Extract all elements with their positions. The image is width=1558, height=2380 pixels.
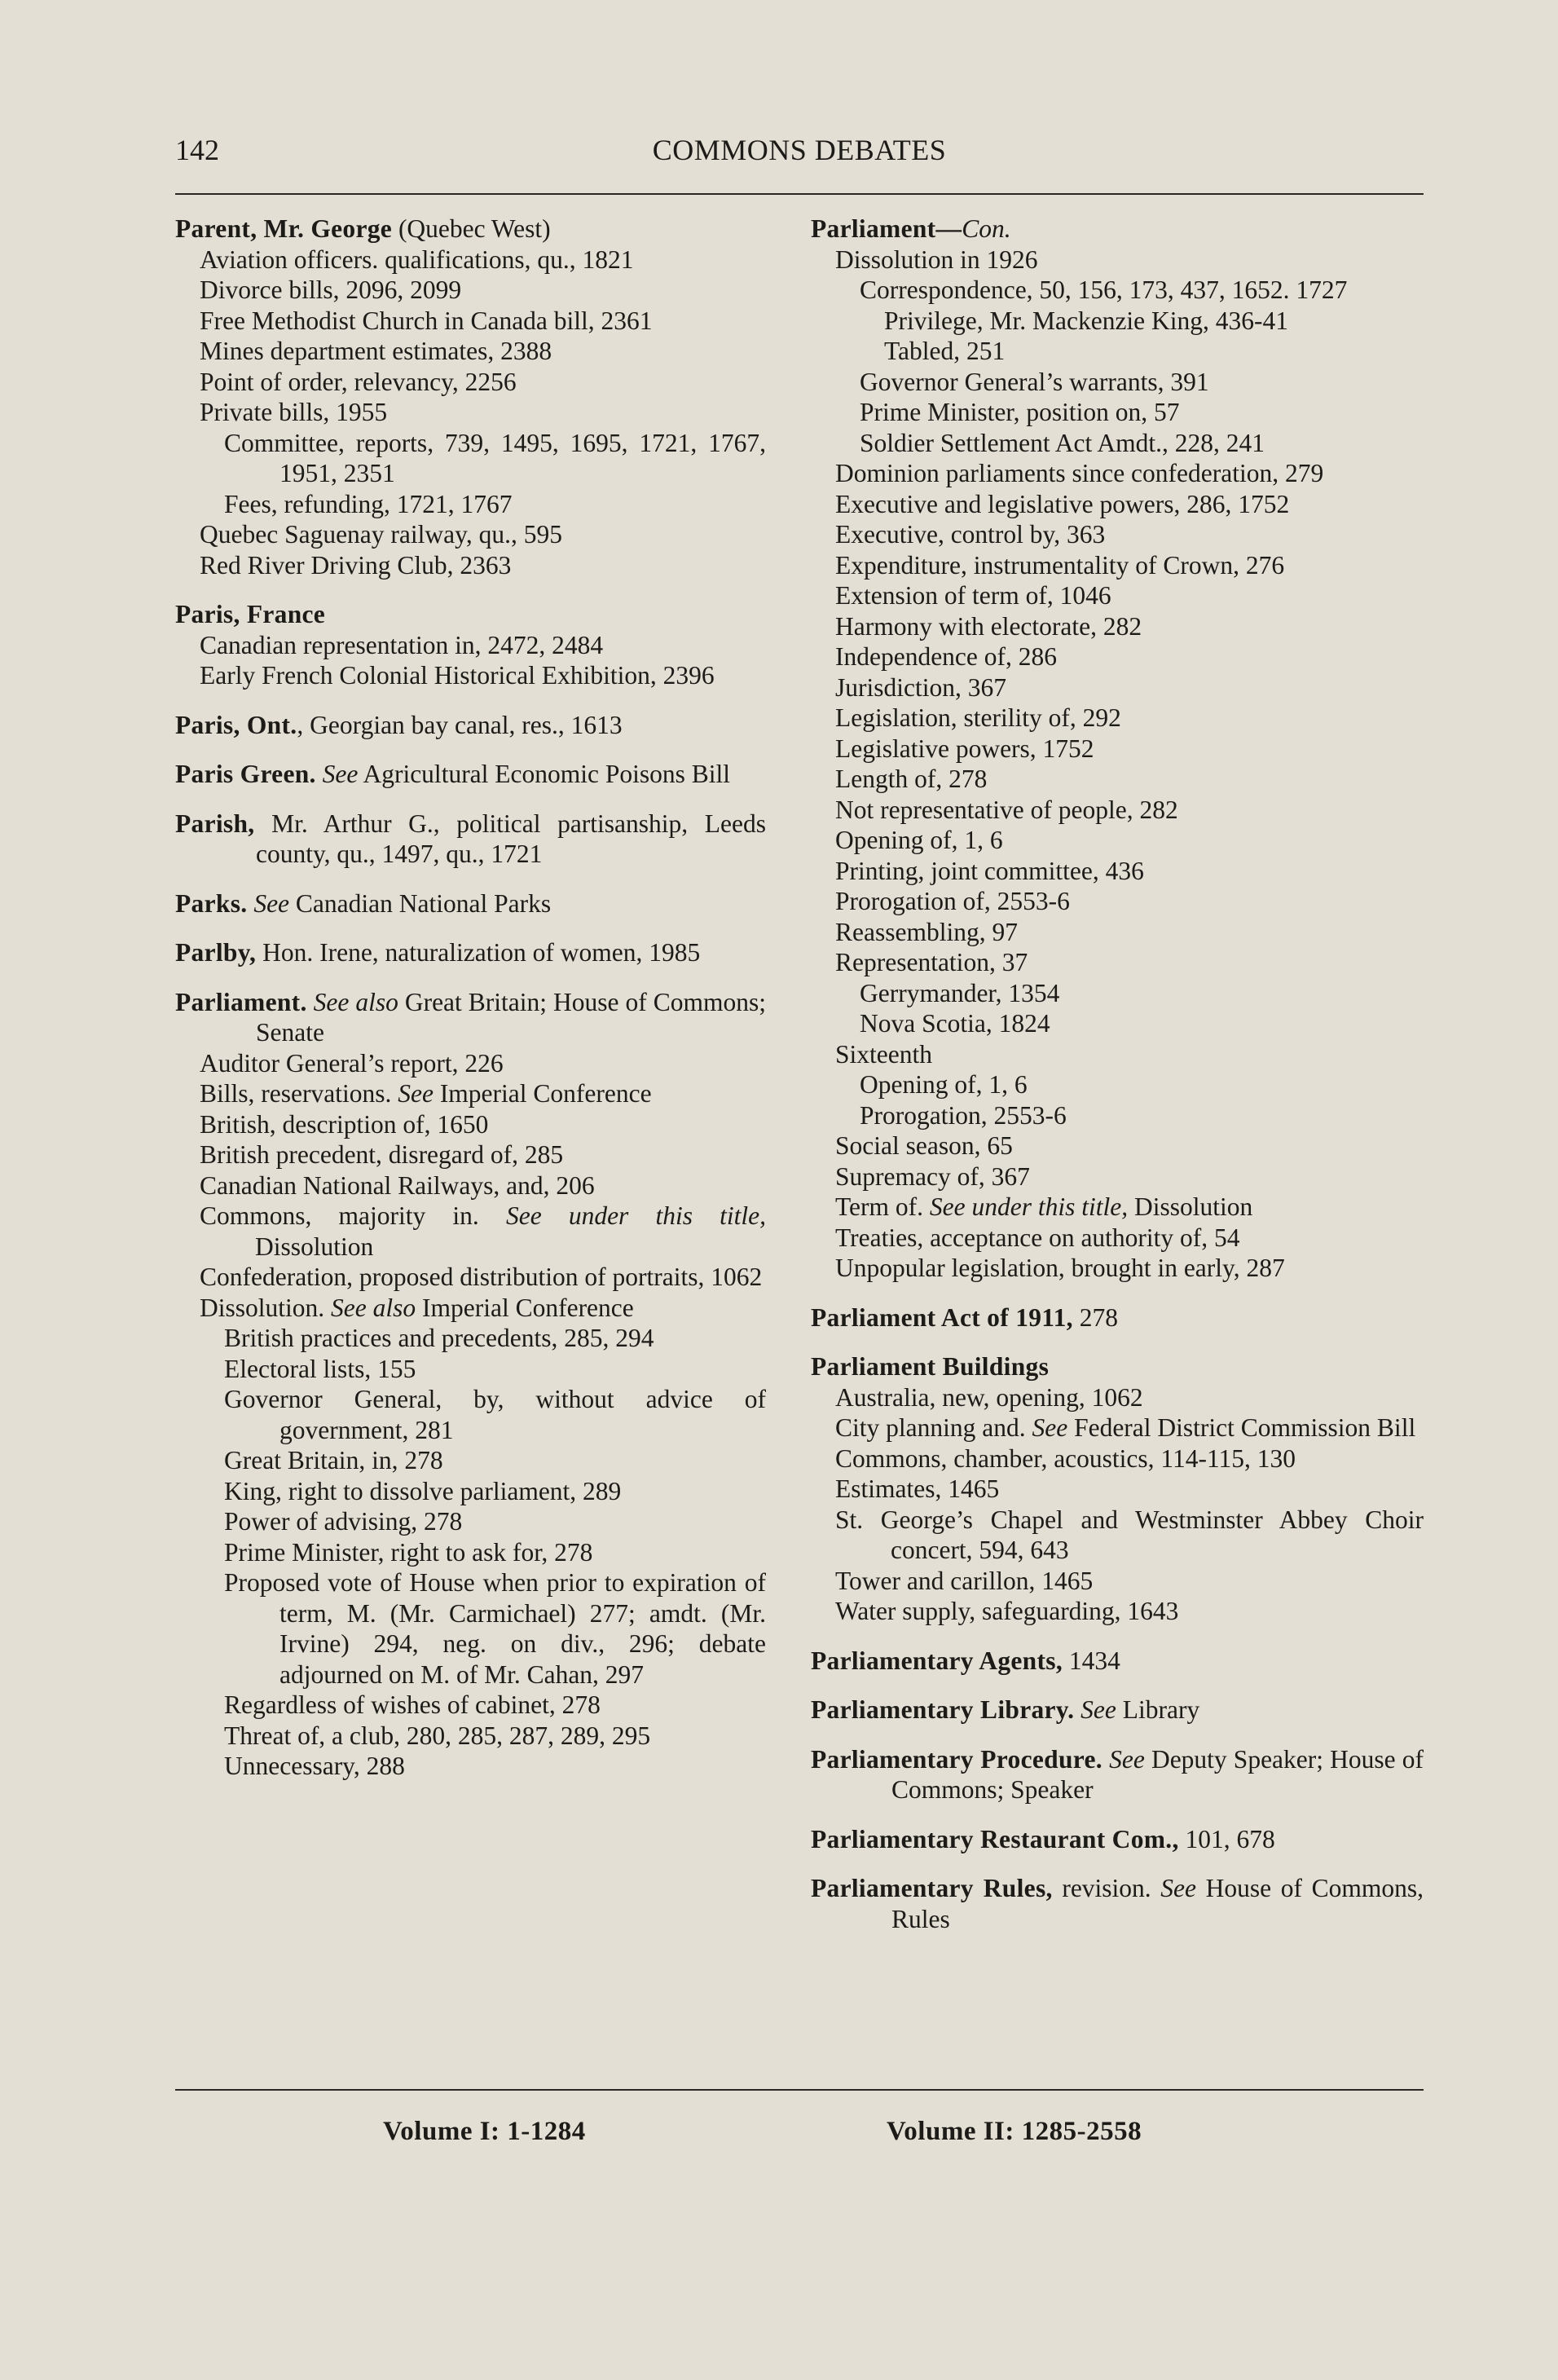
- entry-head-line: [175, 987, 766, 1048]
- page-number: 142: [175, 134, 219, 166]
- index-entry: [175, 809, 766, 870]
- entry-head-text: , Georgian bay canal, res., 1613: [297, 710, 623, 739]
- subentry: [175, 1139, 766, 1170]
- index-entry: [175, 759, 766, 790]
- subentry-text: Point of order, relevancy, 2256: [200, 367, 517, 396]
- subentry: [175, 1201, 766, 1262]
- subentry: [175, 1078, 766, 1109]
- subentry: [811, 397, 1424, 428]
- subentry: [811, 367, 1424, 398]
- subentry: [175, 550, 766, 581]
- entry-head-text: (Quebec West): [392, 214, 551, 243]
- subentry: [811, 1566, 1424, 1597]
- entry-head-line: [175, 710, 766, 741]
- subentry-text: Gerrymander, 1354: [860, 978, 1060, 1007]
- subentry-text: Dissolution in 1926: [835, 245, 1038, 274]
- subentry-text: Independence of, 286: [835, 642, 1058, 671]
- entry-head-text: Library: [1116, 1695, 1200, 1724]
- entry-heading: Parliament—: [811, 214, 962, 243]
- subentry-text: Harmony with electorate, 282: [835, 611, 1142, 641]
- subentry-text: Prorogation of, 2553-6: [835, 887, 1070, 915]
- subentry-text: Unpopular legislation, brought in early, 287: [835, 1254, 1285, 1282]
- index-entry: [811, 1824, 1424, 1855]
- subentry-text: Social season, 65: [835, 1131, 1013, 1160]
- subentry: [175, 1384, 766, 1445]
- entry-heading: Parliamentary Agents,: [811, 1646, 1063, 1675]
- entry-heading: Parks.: [175, 888, 248, 918]
- subentry-text: Committee, reports, 739, 1495, 1695, 1721, 1767, 1951, 2351: [224, 428, 766, 487]
- subentry: [175, 245, 766, 275]
- subentry: [175, 1721, 766, 1752]
- subentry: [175, 1751, 766, 1782]
- footer-volume-1: Volume I: 1-1284: [383, 2117, 586, 2146]
- subentry-text: Privilege, Mr. Mackenzie King, 436-41: [884, 306, 1289, 335]
- entry-head-text: 278: [1072, 1302, 1118, 1332]
- subentry: [811, 611, 1424, 642]
- subentry: [175, 1506, 766, 1537]
- subentry: [175, 306, 766, 337]
- subentry: [811, 1382, 1424, 1413]
- subentry: [175, 1262, 766, 1293]
- entry-head-line: [811, 1351, 1424, 1382]
- entry-head-line: [811, 1646, 1424, 1677]
- index-entry: [175, 599, 766, 691]
- subentry: [811, 856, 1424, 887]
- see-reference: See under this title,: [478, 1201, 766, 1230]
- subentry: [175, 1567, 766, 1690]
- subentry: [811, 489, 1424, 520]
- subentry-text: Quebec Saguenay railway, qu., 595: [200, 520, 562, 549]
- subentry-rest: Imperial Conference: [433, 1079, 652, 1108]
- subentry-text: King, right to dissolve parliament, 289: [224, 1476, 622, 1505]
- subentry: [811, 1192, 1424, 1223]
- entry-heading: Parish,: [175, 809, 255, 838]
- entry-head-line: [175, 214, 766, 245]
- subentry-text: Governor General, by, without advice of government, 281: [224, 1385, 766, 1444]
- see-reference: See: [1025, 1413, 1068, 1442]
- index-entry: [811, 1873, 1424, 1934]
- entry-head-text: 101, 678: [1178, 1824, 1275, 1853]
- subentry-text: Jurisdiction, 367: [835, 672, 1006, 702]
- subentry-text: Auditor General’s report, 226: [200, 1048, 504, 1078]
- subentry: [811, 672, 1424, 703]
- index-entry: [811, 1302, 1424, 1333]
- subentry: [811, 1039, 1424, 1070]
- subentry-rest: Dissolution: [255, 1232, 374, 1261]
- index-entry: [175, 987, 766, 1782]
- subentry-text: British practices and precedents, 285, 294: [224, 1324, 654, 1352]
- index-entry: [811, 1744, 1424, 1805]
- page-header: [175, 133, 1424, 172]
- entry-heading: Parlby,: [175, 938, 257, 967]
- subentry: [175, 1690, 766, 1721]
- subentry-text: Prorogation, 2553-6: [860, 1100, 1067, 1130]
- subentry: [811, 1008, 1424, 1039]
- subentry-text: Executive and legislative powers, 286, 1752: [835, 489, 1290, 518]
- subentry-text: Great Britain, in, 278: [224, 1446, 443, 1474]
- subentry-text: City planning and.: [835, 1413, 1026, 1442]
- subentry: [811, 1100, 1424, 1131]
- see-reference: See under this title,: [923, 1192, 1129, 1221]
- subentry: [175, 1537, 766, 1568]
- entry-head-line: [175, 937, 766, 968]
- index-entry: [811, 214, 1424, 1284]
- subentry-text: Bills, reservations.: [200, 1079, 392, 1108]
- subentry-text: British precedent, disregard of, 285: [200, 1140, 564, 1169]
- subentry-text: Divorce bills, 2096, 2099: [200, 275, 462, 304]
- entry-head-text: Hon. Irene, naturalization of women, 1985: [256, 938, 701, 967]
- subentry: [175, 367, 766, 398]
- entry-heading: Parliamentary Rules,: [811, 1874, 1053, 1902]
- subentry: [811, 641, 1424, 672]
- entry-head-text: Great Britain; House of Commons; Senate: [256, 987, 766, 1047]
- subentry-text: Length of, 278: [835, 765, 988, 793]
- subentry: [811, 978, 1424, 1009]
- subentry-text: Tower and carillon, 1465: [835, 1566, 1094, 1595]
- subentry: [811, 1474, 1424, 1505]
- see-reference: See: [1151, 1874, 1197, 1902]
- entry-head-text: Agricultural Economic Poisons Bill: [358, 760, 731, 788]
- entry-head-line: [811, 214, 1424, 245]
- subentry-text: Legislative powers, 1752: [835, 734, 1094, 763]
- subentry-text: Legislation, sterility of, 292: [835, 703, 1121, 732]
- index-entry: [175, 888, 766, 919]
- index-column-right: [811, 214, 1424, 1934]
- entry-heading: Parliamentary Library.: [811, 1695, 1075, 1724]
- entry-head-line: [811, 1302, 1424, 1333]
- subentry-text: Opening of, 1, 6: [835, 826, 1003, 854]
- see-reference: See: [247, 888, 290, 918]
- subentry: [175, 336, 766, 367]
- subentry-text: Estimates, 1465: [835, 1474, 1000, 1503]
- subentry-text: Australia, new, opening, 1062: [835, 1382, 1143, 1412]
- subentry: [175, 519, 766, 550]
- subentry: [811, 336, 1424, 367]
- index-entry: [175, 937, 766, 968]
- subentry: [811, 1505, 1424, 1566]
- subentry-text: Term of.: [835, 1192, 924, 1221]
- subentry-text: Canadian representation in, 2472, 2484: [200, 630, 604, 659]
- subentry-text: Supremacy of, 367: [835, 1161, 1030, 1191]
- index-column-left: [175, 214, 766, 1782]
- subentry-text: Threat of, a club, 280, 285, 287, 289, 295: [224, 1721, 651, 1750]
- subentry-text: Executive, control by, 363: [835, 520, 1106, 549]
- see-reference: See: [1102, 1744, 1145, 1774]
- subentry-text: Aviation officers. qualifications, qu., 1821: [200, 245, 634, 274]
- entry-head-text: 1434: [1063, 1646, 1120, 1675]
- subentry-text: Governor General’s warrants, 391: [860, 367, 1209, 396]
- subentry: [811, 825, 1424, 856]
- entry-heading: Parliamentary Procedure.: [811, 1744, 1102, 1774]
- entry-head-text: Mr. Arthur G., political partisanship, Leeds county, qu., 1497, qu., 1721: [254, 809, 766, 868]
- subentry: [175, 1476, 766, 1507]
- subentry: [811, 947, 1424, 978]
- subentry-text: Dominion parliaments since confederation, 279: [835, 459, 1324, 487]
- subentry-text: Reassembling, 97: [835, 917, 1018, 946]
- subentry-text: Electoral lists, 155: [224, 1354, 416, 1383]
- subentry: [811, 886, 1424, 917]
- index-entry: [175, 710, 766, 741]
- running-title: COMMONS DEBATES: [652, 134, 947, 166]
- subentry-text: Expenditure, instrumentality of Crown, 276: [835, 550, 1285, 580]
- entry-head-text: revision.: [1052, 1874, 1151, 1902]
- subentry: [811, 1596, 1424, 1627]
- subentry: [175, 397, 766, 428]
- entry-head-line: [175, 809, 766, 870]
- entry-heading: Paris, France: [175, 600, 326, 628]
- subentry-text: Extension of term of, 1046: [835, 581, 1111, 610]
- subentry-text: Unnecessary, 288: [224, 1752, 405, 1780]
- index-entry: [811, 1646, 1424, 1677]
- see-reference: See: [1074, 1695, 1116, 1724]
- subentry-text: Opening of, 1, 6: [860, 1070, 1028, 1099]
- subentry-text: Water supply, safeguarding, 1643: [835, 1597, 1179, 1625]
- subentry-text: Early French Colonial Historical Exhibition, 2396: [200, 661, 715, 690]
- subentry: [811, 703, 1424, 734]
- see-reference: See: [315, 760, 359, 788]
- entry-head-line: [175, 759, 766, 790]
- subentry-text: Nova Scotia, 1824: [860, 1009, 1050, 1038]
- see-reference: See also: [306, 987, 398, 1016]
- subentry-text: British, description of, 1650: [200, 1109, 489, 1139]
- subentry: [175, 1109, 766, 1140]
- subentry-text: St. George’s Chapel and Westminster Abbey Choir concert, 594, 643: [835, 1505, 1424, 1564]
- entry-heading: Paris Green.: [175, 760, 316, 788]
- subentry: [811, 1130, 1424, 1161]
- subentry-text: Mines department estimates, 2388: [200, 337, 552, 365]
- subentry: [811, 917, 1424, 948]
- subentry-text: Correspondence, 50, 156, 173, 437, 1652. 1727: [860, 275, 1348, 304]
- entry-head-line: [175, 888, 766, 919]
- subentry: [811, 764, 1424, 795]
- subentry: [811, 1223, 1424, 1254]
- subentry: [811, 1253, 1424, 1284]
- subentry-text: Red River Driving Club, 2363: [200, 550, 512, 580]
- subentry-rest: Federal District Commission Bill: [1067, 1413, 1416, 1442]
- subentry-text: Soldier Settlement Act Amdt., 228, 241: [860, 428, 1265, 457]
- subentry-text: Dissolution.: [200, 1293, 325, 1322]
- subentry-text: Prime Minister, position on, 57: [860, 398, 1180, 426]
- see-reference: See also: [324, 1293, 416, 1322]
- entry-head-line: [811, 1873, 1424, 1934]
- subentry: [811, 550, 1424, 581]
- index-entry: [811, 1695, 1424, 1726]
- subentry: [175, 630, 766, 661]
- subentry-text: Free Methodist Church in Canada bill, 2361: [200, 306, 653, 335]
- entry-heading: Parliamentary Restaurant Com.,: [811, 1824, 1179, 1853]
- subentry-text: Confederation, proposed distribution of portraits, 1062: [200, 1263, 763, 1291]
- subentry: [811, 1413, 1424, 1443]
- subentry: [811, 245, 1424, 275]
- subentry: [811, 1161, 1424, 1192]
- subentry-text: Printing, joint committee, 436: [835, 856, 1144, 885]
- subentry-text: Prime Minister, right to ask for, 278: [224, 1537, 593, 1567]
- subentry-text: Proposed vote of House when prior to expiration of term, M. (Mr. Carmichael) 277; amdt. (Mr. Irvine) 294, neg. on div., 296; debate adjourned on M. of Mr. Cahan, 297: [224, 1568, 766, 1689]
- subentry: [175, 1293, 766, 1324]
- subentry: [175, 1170, 766, 1201]
- subentry: [811, 458, 1424, 489]
- subentry-text: Tabled, 251: [884, 337, 1006, 365]
- subentry: [175, 1445, 766, 1476]
- subentry-text: Private bills, 1955: [200, 398, 388, 426]
- footer-rule: [175, 2089, 1424, 2091]
- entry-head-line: [811, 1744, 1424, 1805]
- subentry: [175, 489, 766, 520]
- subentry: [175, 660, 766, 691]
- subentry-text: Not representative of people, 282: [835, 795, 1178, 824]
- entry-head-tail: House of Commons, Rules: [891, 1874, 1424, 1933]
- subentry-text: Fees, refunding, 1721, 1767: [224, 489, 513, 518]
- subentry-text: Canadian National Railways, and, 206: [200, 1170, 595, 1200]
- subentry: [811, 428, 1424, 459]
- entry-head-line: [811, 1824, 1424, 1855]
- footer-volume-2: Volume II: 1285-2558: [887, 2117, 1142, 2146]
- entry-head-line: [175, 599, 766, 630]
- subentry: [811, 519, 1424, 550]
- subentry: [175, 1323, 766, 1354]
- subentry: [175, 1354, 766, 1385]
- see-reference: See: [391, 1079, 434, 1108]
- subentry: [811, 306, 1424, 337]
- entry-head-line: [811, 1695, 1424, 1726]
- header-rule: [175, 193, 1424, 195]
- entry-heading: Parliament Act of 1911,: [811, 1302, 1073, 1332]
- subentry-text: Power of advising, 278: [224, 1507, 463, 1536]
- subentry: [811, 1443, 1424, 1474]
- entry-head-text: Canadian National Parks: [289, 888, 552, 918]
- subentry: [175, 1048, 766, 1079]
- subentry: [811, 795, 1424, 826]
- subentry-text: Regardless of wishes of cabinet, 278: [224, 1690, 601, 1719]
- entry-heading: Paris, Ont.: [175, 710, 297, 739]
- subentry-text: Treaties, acceptance on authority of, 54: [835, 1223, 1240, 1252]
- subentry-rest: Imperial Conference: [416, 1293, 634, 1322]
- index-entry: [811, 1351, 1424, 1627]
- index-entry: [175, 214, 766, 580]
- subentry: [175, 428, 766, 489]
- entry-heading: Parent, Mr. George: [175, 214, 393, 243]
- subentry: [811, 734, 1424, 765]
- subentry: [175, 275, 766, 306]
- subentry-text: Commons, majority in.: [200, 1201, 479, 1230]
- subentry-rest: Dissolution: [1128, 1192, 1253, 1221]
- entry-heading: Parliament Buildings: [811, 1352, 1050, 1381]
- subentry: [811, 1069, 1424, 1100]
- entry-head-text: Deputy Speaker; House of Commons; Speaker: [891, 1744, 1424, 1804]
- subentry: [811, 275, 1424, 306]
- subentry-text: Commons, chamber, acoustics, 114-115, 130: [835, 1443, 1296, 1473]
- see-reference: Con.: [962, 214, 1011, 243]
- entry-heading: Parliament.: [175, 987, 307, 1016]
- subentry-text: Sixteenth: [835, 1039, 932, 1069]
- subentry-text: Representation, 37: [835, 948, 1028, 976]
- subentry: [811, 580, 1424, 611]
